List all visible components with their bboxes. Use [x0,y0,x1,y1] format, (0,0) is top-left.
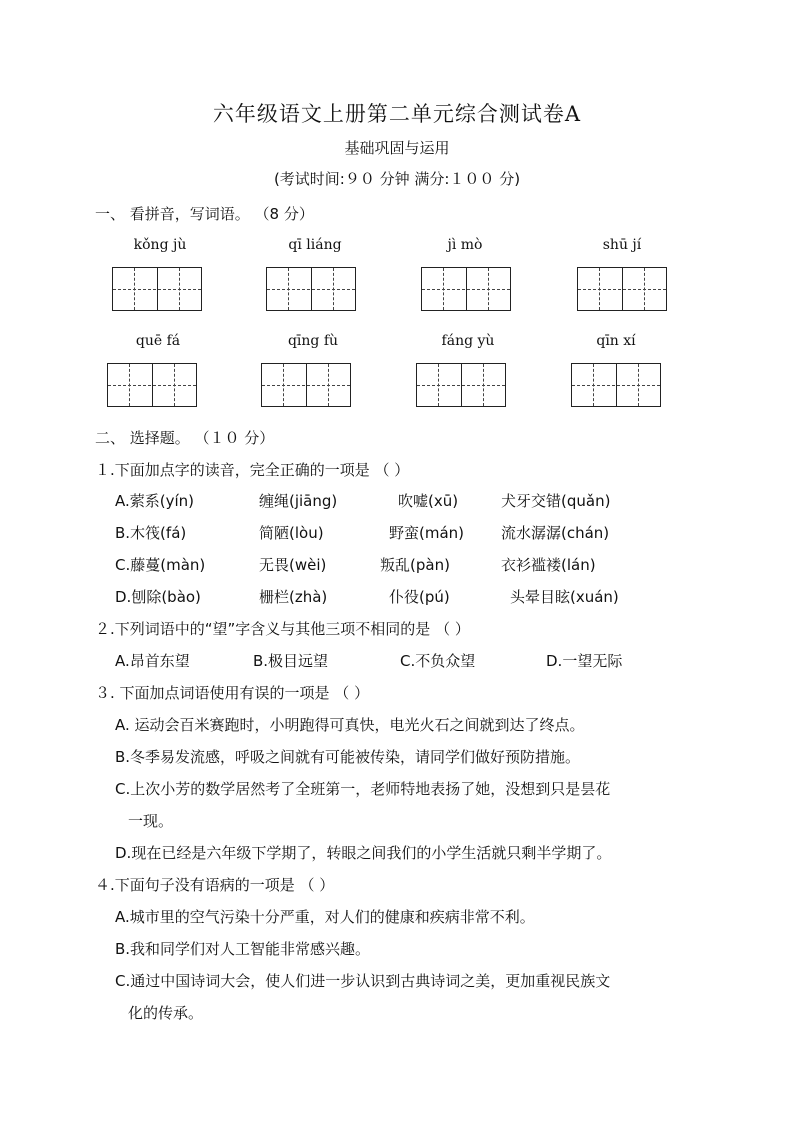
pinyin-label: shū jí [602,237,642,253]
answer-option: 叛乱(pàn) [380,556,450,574]
exam-info: (考试时间:９０ 分钟 满分:１００ 分) [273,170,521,188]
pinyin-label: qīn xí [596,333,636,349]
answer-option: 缠绳(jiāng) [259,492,338,510]
answer-option[interactable]: A.城市里的空气污染十分严重，对人们的健康和疾病非常不利。 [115,908,535,926]
question-stem: ２.下列词语中的“望”字含义与其他三项不相同的是 （ ） [95,620,470,638]
answer-option: 无畏(wèi) [259,556,327,574]
answer-option: 野蛮(mán) [389,524,465,542]
answer-option[interactable]: A. 运动会百米赛跑时，小明跑得可真快，电光火石之间就到达了终点。 [115,716,585,734]
writing-grid[interactable] [266,267,356,311]
answer-option: 简陋(lòu) [259,524,324,542]
writing-grid[interactable] [261,363,351,407]
writing-grid[interactable] [112,267,202,311]
answer-option[interactable]: C.不负众望 [400,652,476,670]
pinyin-label: qī liáng [288,237,342,253]
answer-option: 吹嘘(xū) [398,492,459,510]
answer-option[interactable]: C.上次小芳的数学居然考了全班第一，老师特地表扬了她，没想到只是昙花 [115,780,611,798]
answer-option[interactable]: B.极目远望 [253,652,329,670]
question-stem: ４.下面句子没有语病的一项是 （ ） [95,876,335,894]
answer-option-continuation: 一现。 [128,812,174,830]
pinyin-label: fáng yù [441,333,495,349]
answer-option[interactable]: A.昂首东望 [115,652,190,670]
writing-grid[interactable] [107,363,197,407]
answer-option: 栅栏(zhà) [259,588,328,606]
pinyin-label: kǒng jù [133,237,187,253]
writing-grid[interactable] [571,363,661,407]
answer-option: 头晕目眩(xuán) [510,588,619,606]
answer-option[interactable]: D.刨除(bào) [115,588,201,606]
answer-option[interactable]: C.通过中国诗词大会，使人们进一步认识到古典诗词之美，更加重视民族文 [115,972,611,990]
question-stem: １.下面加点字的读音，完全正确的一项是 （ ） [95,461,410,479]
writing-grid[interactable] [577,267,667,311]
page-title: 六年级语文上册第二单元综合测试卷A [212,102,582,126]
answer-option[interactable]: B.木筏(fá) [115,524,187,542]
question-stem: ３. 下面加点词语使用有误的一项是 （ ） [95,684,370,702]
answer-option: 流水潺潺(chán) [501,524,610,542]
answer-option[interactable]: D.一望无际 [546,652,623,670]
pinyin-label: jì mò [447,237,483,253]
answer-option: 仆役(pú) [389,588,450,606]
writing-grid[interactable] [416,363,506,407]
section-heading-1: 一、 看拼音，写词语。 （8 分） [95,205,314,223]
pinyin-label: quē fá [135,333,181,349]
answer-option: 衣衫褴褛(lán) [501,556,596,574]
writing-grid[interactable] [421,267,511,311]
pinyin-label: qīng fù [287,333,339,349]
section-heading-2: 二、 选择题。 （１０ 分） [95,429,275,447]
answer-option-continuation: 化的传承。 [128,1004,204,1022]
answer-option[interactable]: C.藤蔓(màn) [115,556,206,574]
answer-option[interactable]: B.冬季易发流感，呼吸之间就有可能被传染，请同学们做好预防措施。 [115,748,581,766]
answer-option[interactable]: B.我和同学们对人工智能非常感兴趣。 [115,940,371,958]
page-subtitle: 基础巩固与运用 [344,139,450,157]
answer-option[interactable]: A.萦系(yín) [115,492,195,510]
answer-option[interactable]: D.现在已经是六年级下学期了，转眼之间我们的小学生活就只剩半学期了。 [115,844,612,862]
answer-option: 犬牙交错(quǎn) [501,492,611,510]
